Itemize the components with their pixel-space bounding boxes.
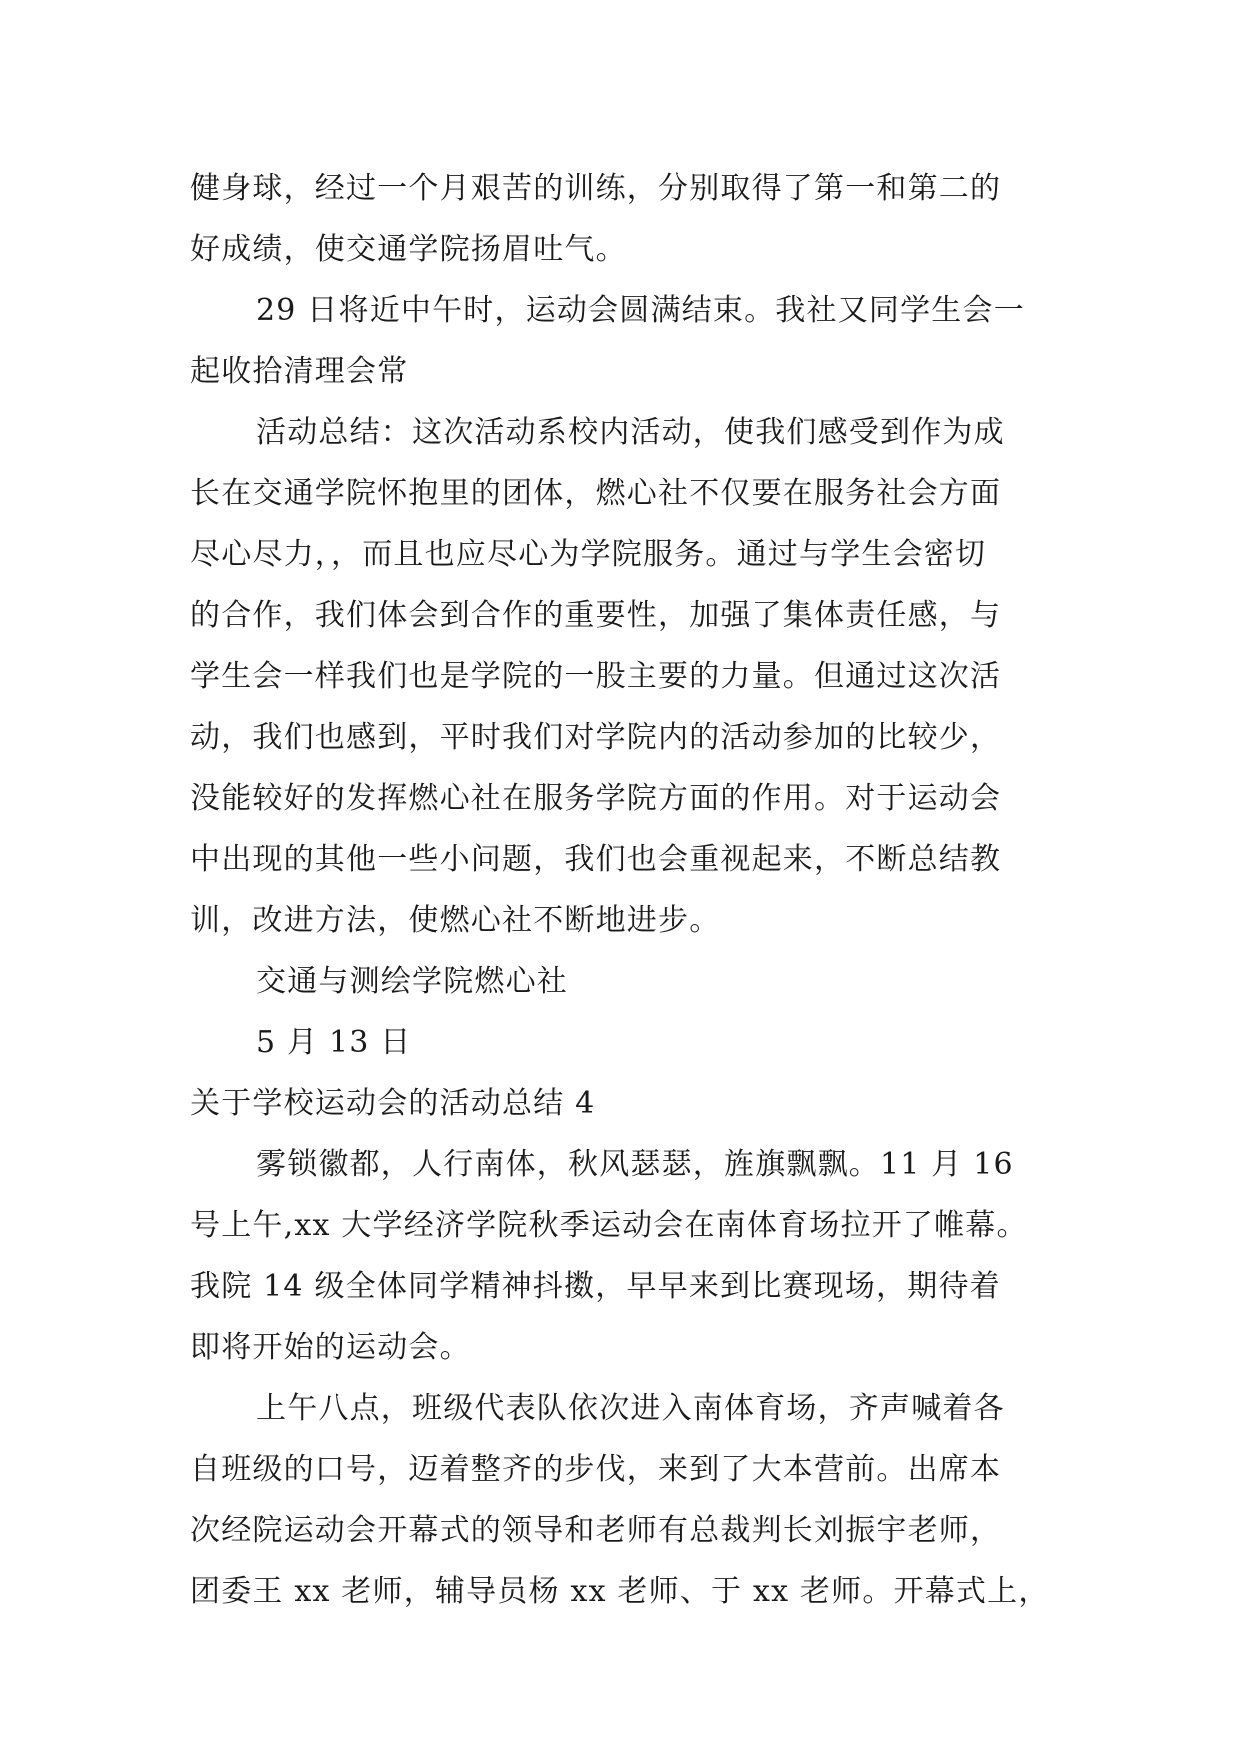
text-line-24: 团委王 xx 老师，辅导员杨 xx 老师、于 xx 老师。开幕式上， <box>190 1574 1050 1609</box>
text-line-13: 训，改进方法，使燃心社不断地进步。 <box>190 903 721 938</box>
text-line-22: 自班级的口号，迈着整齐的步伐，来到了大本营前。出席本 <box>190 1452 1002 1487</box>
text-line-18: 号上午,xx 大学经济学院秋季运动会在南体育场拉开了帷幕。 <box>190 1208 1028 1243</box>
text-line-12: 中出现的其他一些小问题，我们也会重视起来，不断总结教 <box>190 842 1002 877</box>
text-line-3: 29 日将近中午时，运动会圆满结束。我社又同学生会一 <box>256 293 1025 328</box>
text-line-9: 学生会一样我们也是学院的一股主要的力量。但通过这次活 <box>190 659 1002 694</box>
text-line-10: 动，我们也感到，平时我们对学院内的活动参加的比较少， <box>190 720 1002 755</box>
text-line-5: 活动总结：这次活动系校内活动，使我们感受到作为成 <box>256 415 1005 450</box>
text-line-6: 长在交通学院怀抱里的团体，燃心社不仅要在服务社会方面 <box>190 476 1002 511</box>
document-page <box>190 158 1060 1622</box>
text-line-21: 上午八点，班级代表队依次进入南体育场，齐声喊着各 <box>256 1391 1005 1426</box>
text-line-7: 尽心尽力，，而且也应尽心为学院服务。通过与学生会密切 <box>190 537 987 572</box>
text-line-17: 雾锁徽都，人行南体，秋风瑟瑟，旌旗飘飘。11 月 16 <box>256 1147 1014 1182</box>
text-line-1: 健身球，经过一个月艰苦的训练，分别取得了第一和第二的 <box>190 171 1002 206</box>
text-line-2: 好成绩，使交通学院扬眉吐气。 <box>190 232 627 267</box>
text-line-8: 的合作，我们体会到合作的重要性，加强了集体责任感，与 <box>190 598 1002 633</box>
text-line-11: 没能较好的发挥燃心社在服务学院方面的作用。对于运动会 <box>190 781 1002 816</box>
signature-date: 5 月 13 日 <box>256 1025 412 1060</box>
text-line-19: 我院 14 级全体同学精神抖擞，早早来到比赛现场，期待着 <box>190 1269 1001 1304</box>
section-heading: 关于学校运动会的活动总结 4 <box>190 1086 596 1121</box>
signature-organization: 交通与测绘学院燃心社 <box>256 964 568 999</box>
text-line-20: 即将开始的运动会。 <box>190 1330 471 1365</box>
text-line-23: 次经院运动会开幕式的领导和老师有总裁判长刘振宇老师， <box>190 1513 1002 1548</box>
text-line-4: 起收拾清理会常 <box>190 354 409 389</box>
